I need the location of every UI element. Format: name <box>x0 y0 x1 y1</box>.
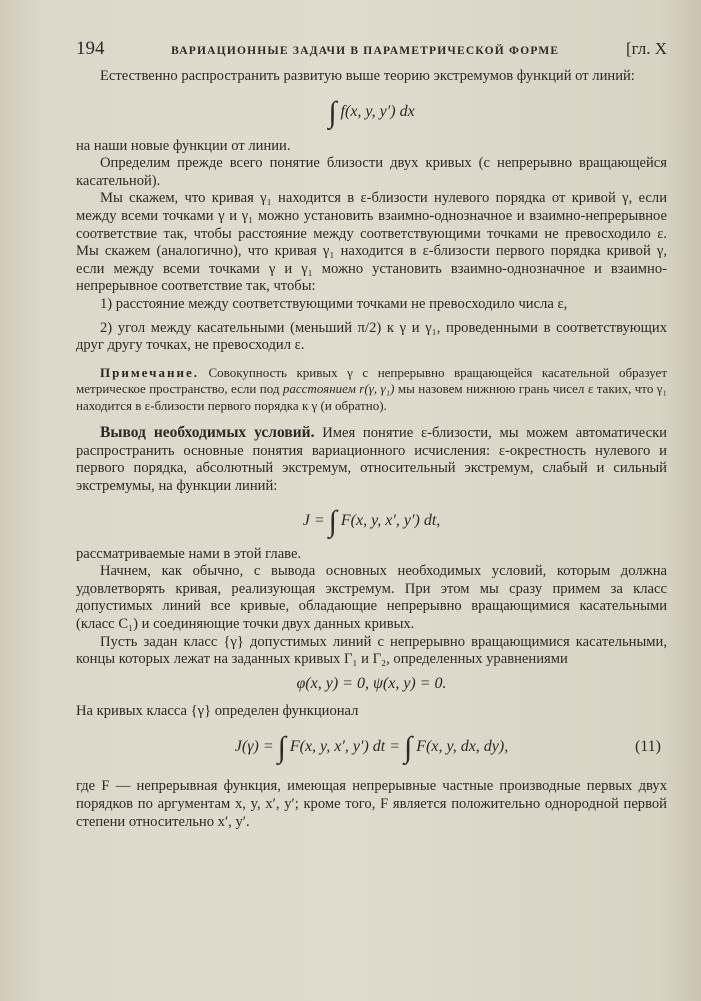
formula-boundary-curves: φ(x, y) = 0, ψ(x, y) = 0. <box>296 674 447 692</box>
section-text: Имея понятие ε-близости, мы можем автоматически распространить основные понятия вариационного исчисления: ε-окрестность нулевого и первого порядка, абсолютный экстремум, относительный экстремум, слабый и сильный экстремумы, на функции линий: <box>76 425 667 494</box>
paragraph-5: 1) расстояние между соответствующими точками не превосходило числа ε, <box>100 295 568 312</box>
running-title: ВАРИАЦИОННЫЕ ЗАДАЧИ В ПАРАМЕТРИЧЕСКОЙ ФОРМЕ <box>171 45 560 57</box>
formula-11-mid: F(x, y, x′, y′) dt = <box>289 738 401 756</box>
formula-11-lhs: J(γ) = <box>234 738 274 756</box>
formula-J-body: F(x, y, x′, y′) dt, <box>340 511 441 529</box>
integral-sign: ∫ <box>404 731 413 765</box>
equation-number: (11) <box>634 738 661 756</box>
integral-sign: ∫ <box>328 504 337 538</box>
paragraph-4: Мы скажем, что кривая γ₁ находится в ε-близости нулевого порядка от кривой γ, если между всеми точками γ и γ₁ можно установить взаимно-однозначное и взаимно-непрерывное соответствие так, чтобы расстояние между соответствующими точками не превосходило ε. Мы скажем (аналогично), что кривая γ₁ находится в ε-близости первого порядка кривой γ, если между всеми точками γ и γ₁ можно установить взаимно-однозначное и взаимно-непрерывное соответствие так, чтобы: <box>76 190 667 295</box>
paragraph-6: 2) угол между касательными (меньший π/2) к γ и γ₁, проведенными в соответствующих друг другу точках, не превосходил ε. <box>76 319 667 354</box>
integral-sign: ∫ <box>277 731 286 765</box>
remark-paragraph <box>76 365 667 415</box>
formula-J-lhs: J = <box>302 511 325 529</box>
formula-text: f(x, y, y′) dx <box>340 102 415 120</box>
formula-J <box>76 504 667 538</box>
paragraph-9: Пусть задан класс {γ} допустимых линий с непрерывно вращающимися касательными, концы которых лежат на заданных кривых Γ₁ и Γ₂, определенных уравнениями <box>76 633 667 668</box>
remark-heading: Примечание. <box>100 364 199 380</box>
paragraph-10: На кривых класса {γ} определен функционал <box>76 702 359 719</box>
formula-11-rhs: F(x, y, dx, dy), <box>416 738 509 756</box>
remark-text-1: Совокупность кривых γ с непрерывно вращающейся касательной образует метрическое пространство, если под <box>76 364 667 397</box>
section-paragraph <box>76 424 667 495</box>
formula-length-functional <box>76 94 667 130</box>
remark-term: расстоянием r(γ, γ₁) <box>282 381 395 397</box>
paragraph-2: на наши новые функции от линии. <box>76 137 291 154</box>
paragraph-8: Начнем, как обычно, с вывода основных необходимых условий, которым должна удовлетворять кривая, реализующая экстремум. При этом мы сразу примем за класс допустимых линий все кривые, обладающие непрерывно вращающимися касательными (класс C₁) и соединяющие точки двух данных кривых. <box>76 563 667 632</box>
running-header <box>76 38 667 68</box>
page-number: 194 <box>76 38 105 59</box>
page-content <box>76 68 667 831</box>
formula-11 <box>76 726 667 768</box>
paragraph-1: Естественно распространить развитую выше теорию экстремумов функций от линий: <box>100 68 635 84</box>
paragraph-11: где F — непрерывная функция, имеющая непрерывные частные производные первых двух порядков по аргументам x, y, x′, y′; кроме того, F является положительно однородной первой степени относительно x′, y′. <box>76 778 667 830</box>
remark-text-2: мы назовем нижнюю грань чисел ε таких, что γ₁ находится в ε-близости первого порядка к γ (и обратно). <box>76 381 668 413</box>
chapter-label: [гл. X <box>625 39 667 58</box>
paragraph-3: Определим прежде всего понятие близости двух кривых (с непрерывно вращающейся касательной). <box>76 155 667 189</box>
integral-sign: ∫ <box>328 95 337 129</box>
paragraph-7: рассматриваемые нами в этой главе. <box>76 545 302 562</box>
section-heading: Вывод необходимых условий. <box>100 424 315 442</box>
